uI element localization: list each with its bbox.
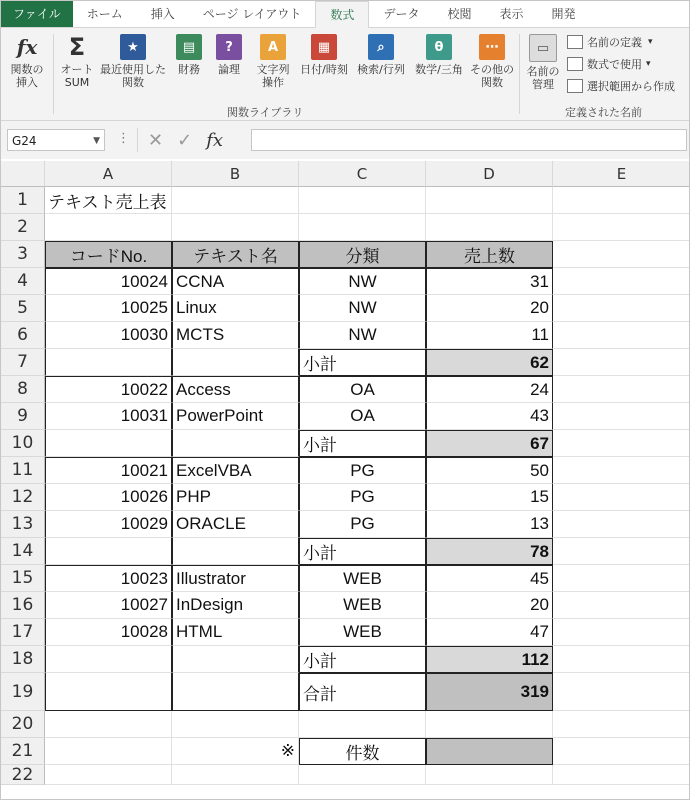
cell-E9[interactable]	[553, 403, 690, 430]
cell-E5[interactable]	[553, 295, 690, 322]
cell-C19[interactable]: 合計	[299, 673, 426, 711]
row-header-3[interactable]: 3	[1, 241, 45, 268]
finance-icon: ▤	[176, 34, 202, 60]
name-manager-button[interactable]: ▭ 名前の 管理	[523, 32, 563, 91]
cell-C15[interactable]: WEB	[299, 565, 426, 592]
cell-B12[interactable]: PHP	[172, 484, 299, 511]
math-icon: θ	[426, 34, 452, 60]
cell-D4[interactable]: 31	[426, 268, 553, 295]
text-button[interactable]: A 文字列 操作	[251, 32, 295, 89]
cell-D1[interactable]	[426, 187, 553, 214]
row-header-17[interactable]: 17	[1, 619, 45, 646]
more-functions-icon: ⋯	[479, 34, 505, 60]
cell-A21[interactable]	[45, 738, 172, 765]
group-label-names: 定義された名前	[565, 106, 642, 119]
cell-D11[interactable]: 50	[426, 457, 553, 484]
cell-E11[interactable]	[553, 457, 690, 484]
cell-E15[interactable]	[553, 565, 690, 592]
cell-A7[interactable]	[45, 349, 172, 376]
cell-D13[interactable]: 13	[426, 511, 553, 538]
row-header-6[interactable]: 6	[1, 322, 45, 349]
chevron-down-icon: ▼	[93, 136, 100, 146]
insert-function-button[interactable]: fx 関数の 挿入	[10, 34, 44, 89]
cell-B19[interactable]	[172, 673, 299, 711]
row-header-12[interactable]: 12	[1, 484, 45, 511]
tab-home[interactable]: ホーム	[86, 7, 123, 21]
chevron-down-icon: ▾	[646, 59, 651, 69]
row-header-1[interactable]: 1	[1, 187, 45, 214]
cell-C9[interactable]: OA	[299, 403, 426, 430]
formula-buttons	[137, 128, 258, 152]
tab-view[interactable]: 表示	[499, 7, 524, 21]
divider	[519, 34, 520, 114]
cell-D14[interactable]: 78	[426, 538, 553, 565]
cell-B16[interactable]: InDesign	[172, 592, 299, 619]
row-header-19[interactable]: 19	[1, 673, 45, 711]
cell-A3[interactable]: コードNo.	[45, 241, 172, 268]
row-header-5[interactable]: 5	[1, 295, 45, 322]
cell-E14[interactable]	[553, 538, 690, 565]
more-functions-button[interactable]: ⋯ その他の 関数	[469, 32, 515, 89]
cell-A4[interactable]: 10024	[45, 268, 172, 295]
chevron-down-icon: ▾	[648, 37, 653, 47]
cell-E6[interactable]	[553, 322, 690, 349]
create-from-selection-button[interactable]: 選択範囲から作成	[567, 78, 675, 94]
cell-C8[interactable]: OA	[299, 376, 426, 403]
define-name-button[interactable]: 名前の定義 ▾	[567, 34, 653, 50]
cell-E4[interactable]	[553, 268, 690, 295]
row-header-8[interactable]: 8	[1, 376, 45, 403]
select-all-corner[interactable]	[1, 161, 45, 187]
column-header-C[interactable]: C	[299, 161, 426, 187]
use-in-formula-button[interactable]: 数式で使用 ▾	[567, 56, 651, 72]
cell-A18[interactable]	[45, 646, 172, 673]
column-header-A[interactable]: A	[45, 161, 172, 187]
cell-D8[interactable]: 24	[426, 376, 553, 403]
row-header-14[interactable]: 14	[1, 538, 45, 565]
cell-A9[interactable]: 10031	[45, 403, 172, 430]
text-icon: A	[260, 34, 286, 60]
ribbon-tabs	[1, 1, 689, 28]
row-header-20[interactable]: 20	[1, 711, 45, 738]
function-icon: fx	[16, 34, 38, 59]
cell-C5[interactable]: NW	[299, 295, 426, 322]
cell-A15[interactable]: 10023	[45, 565, 172, 592]
insert-function-icon[interactable]: fx	[206, 129, 224, 151]
tab-data[interactable]: データ	[383, 7, 420, 21]
cell-D22[interactable]	[426, 765, 553, 785]
cell-B6[interactable]: MCTS	[172, 322, 299, 349]
cell-A2[interactable]	[45, 214, 172, 241]
cell-B5[interactable]: Linux	[172, 295, 299, 322]
cell-E13[interactable]	[553, 511, 690, 538]
cell-B22[interactable]	[172, 765, 299, 785]
cell-E19[interactable]	[553, 673, 690, 711]
cancel-icon[interactable]: ✕	[148, 129, 164, 151]
cell-C18[interactable]: 小計	[299, 646, 426, 673]
column-header-D[interactable]: D	[426, 161, 553, 187]
tab-insert[interactable]: 挿入	[150, 7, 175, 21]
row-header-11[interactable]: 11	[1, 457, 45, 484]
cell-A17[interactable]: 10028	[45, 619, 172, 646]
cell-C21[interactable]: 件数	[299, 738, 426, 765]
formula-input[interactable]	[251, 129, 687, 151]
ribbon-formulas	[1, 28, 689, 121]
cell-C22[interactable]	[299, 765, 426, 785]
cell-E18[interactable]	[553, 646, 690, 673]
tab-file[interactable]: ファイル	[1, 1, 73, 27]
cell-E3[interactable]	[553, 241, 690, 268]
cell-C11[interactable]: PG	[299, 457, 426, 484]
row-header-13[interactable]: 13	[1, 511, 45, 538]
cell-C13[interactable]: PG	[299, 511, 426, 538]
cell-D3[interactable]: 売上数	[426, 241, 553, 268]
cell-C7[interactable]: 小計	[299, 349, 426, 376]
divider	[53, 34, 54, 114]
cell-A8[interactable]: 10022	[45, 376, 172, 403]
cell-E22[interactable]	[553, 765, 690, 785]
cell-B14[interactable]	[172, 538, 299, 565]
row-header-22[interactable]: 22	[1, 765, 45, 785]
cell-A14[interactable]	[45, 538, 172, 565]
cell-D15[interactable]: 45	[426, 565, 553, 592]
star-icon: ★	[120, 34, 146, 60]
cell-C6[interactable]: NW	[299, 322, 426, 349]
cell-A22[interactable]	[45, 765, 172, 785]
row-header-10[interactable]: 10	[1, 430, 45, 457]
cell-A6[interactable]: 10030	[45, 322, 172, 349]
cell-C16[interactable]: WEB	[299, 592, 426, 619]
cell-B10[interactable]	[172, 430, 299, 457]
cell-D10[interactable]: 67	[426, 430, 553, 457]
cell-D7[interactable]: 62	[426, 349, 553, 376]
cell-C17[interactable]: WEB	[299, 619, 426, 646]
cell-E10[interactable]	[553, 430, 690, 457]
cell-A11[interactable]: 10021	[45, 457, 172, 484]
calendar-icon: ▦	[311, 34, 337, 60]
cell-E1[interactable]	[553, 187, 690, 214]
cell-B15[interactable]: Illustrator	[172, 565, 299, 592]
selection-icon	[567, 79, 583, 93]
cell-A1[interactable]: テキスト売上表	[45, 187, 172, 214]
cell-D12[interactable]: 15	[426, 484, 553, 511]
row-header-18[interactable]: 18	[1, 646, 45, 673]
cell-C10[interactable]: 小計	[299, 430, 426, 457]
cell-B2[interactable]	[172, 214, 299, 241]
cell-E17[interactable]	[553, 619, 690, 646]
cell-E2[interactable]	[553, 214, 690, 241]
more-icon: ⋮	[117, 131, 130, 146]
cell-B4[interactable]: CCNA	[172, 268, 299, 295]
formula-bar	[1, 121, 689, 159]
cell-D2[interactable]	[426, 214, 553, 241]
cell-D21[interactable]	[426, 738, 553, 765]
math-trig-button[interactable]: θ 数学/三角	[411, 32, 467, 76]
cell-C4[interactable]: NW	[299, 268, 426, 295]
cell-E12[interactable]	[553, 484, 690, 511]
cell-B11[interactable]: ExcelVBA	[172, 457, 299, 484]
cell-E16[interactable]	[553, 592, 690, 619]
cell-D5[interactable]: 20	[426, 295, 553, 322]
financial-button[interactable]: ▤ 財務	[171, 32, 207, 76]
lookup-icon: ⌕	[368, 34, 394, 60]
cell-A10[interactable]	[45, 430, 172, 457]
cell-B3[interactable]: テキスト名	[172, 241, 299, 268]
cell-C12[interactable]: PG	[299, 484, 426, 511]
column-header-E[interactable]: E	[553, 161, 690, 187]
cell-D16[interactable]: 20	[426, 592, 553, 619]
lookup-button[interactable]: ⌕ 検索/行列	[353, 32, 409, 76]
cell-B1[interactable]	[172, 187, 299, 214]
tab-formulas[interactable]: 数式	[315, 1, 369, 28]
cell-B18[interactable]	[172, 646, 299, 673]
tag-icon	[567, 35, 583, 49]
cell-B7[interactable]	[172, 349, 299, 376]
logic-icon: ?	[216, 34, 242, 60]
cell-D20[interactable]	[426, 711, 553, 738]
cell-B21[interactable]: ※	[172, 738, 299, 765]
cell-B13[interactable]: ORACLE	[172, 511, 299, 538]
name-manager-icon: ▭	[529, 34, 557, 62]
tab-page-layout[interactable]: ページ レイアウト	[202, 7, 302, 21]
cell-A16[interactable]: 10027	[45, 592, 172, 619]
cell-B9[interactable]: PowerPoint	[172, 403, 299, 430]
cell-B8[interactable]: Access	[172, 376, 299, 403]
cell-D19[interactable]: 319	[426, 673, 553, 711]
row-header-21[interactable]: 21	[1, 738, 45, 765]
cell-C20[interactable]	[299, 711, 426, 738]
row-header-2[interactable]: 2	[1, 214, 45, 241]
group-label-library: 関数ライブラリ	[227, 106, 304, 119]
row-header-15[interactable]: 15	[1, 565, 45, 592]
cell-C2[interactable]	[299, 214, 426, 241]
check-icon[interactable]: ✓	[177, 129, 193, 151]
logical-button[interactable]: ? 論理	[211, 32, 247, 76]
autosum-button[interactable]: Σ オート SUM	[60, 32, 94, 89]
sigma-icon: Σ	[68, 32, 86, 61]
cell-C1[interactable]	[299, 187, 426, 214]
cell-D9[interactable]: 43	[426, 403, 553, 430]
cell-D17[interactable]: 47	[426, 619, 553, 646]
cell-D18[interactable]: 112	[426, 646, 553, 673]
formula-icon	[567, 57, 583, 71]
cell-B17[interactable]: HTML	[172, 619, 299, 646]
cell-A19[interactable]	[45, 673, 172, 711]
cell-A12[interactable]: 10026	[45, 484, 172, 511]
name-box[interactable]: G24 ▼	[7, 129, 105, 151]
cell-A20[interactable]	[45, 711, 172, 738]
cell-E21[interactable]	[553, 738, 690, 765]
cell-B20[interactable]	[172, 711, 299, 738]
cell-C3[interactable]: 分類	[299, 241, 426, 268]
row-header-9[interactable]: 9	[1, 403, 45, 430]
cell-A5[interactable]: 10025	[45, 295, 172, 322]
cell-E20[interactable]	[553, 711, 690, 738]
cell-E7[interactable]	[553, 349, 690, 376]
cell-E8[interactable]	[553, 376, 690, 403]
cell-A13[interactable]: 10029	[45, 511, 172, 538]
tab-developer[interactable]: 開発	[551, 7, 576, 21]
row-header-4[interactable]: 4	[1, 268, 45, 295]
cell-D6[interactable]: 11	[426, 322, 553, 349]
date-time-button[interactable]: ▦ 日付/時刻	[297, 32, 351, 76]
column-header-B[interactable]: B	[172, 161, 299, 187]
row-header-7[interactable]: 7	[1, 349, 45, 376]
row-header-16[interactable]: 16	[1, 592, 45, 619]
cell-C14[interactable]: 小計	[299, 538, 426, 565]
tab-review[interactable]: 校閲	[447, 7, 472, 21]
recently-used-button[interactable]: ★ 最近使用した 関数	[99, 32, 167, 89]
